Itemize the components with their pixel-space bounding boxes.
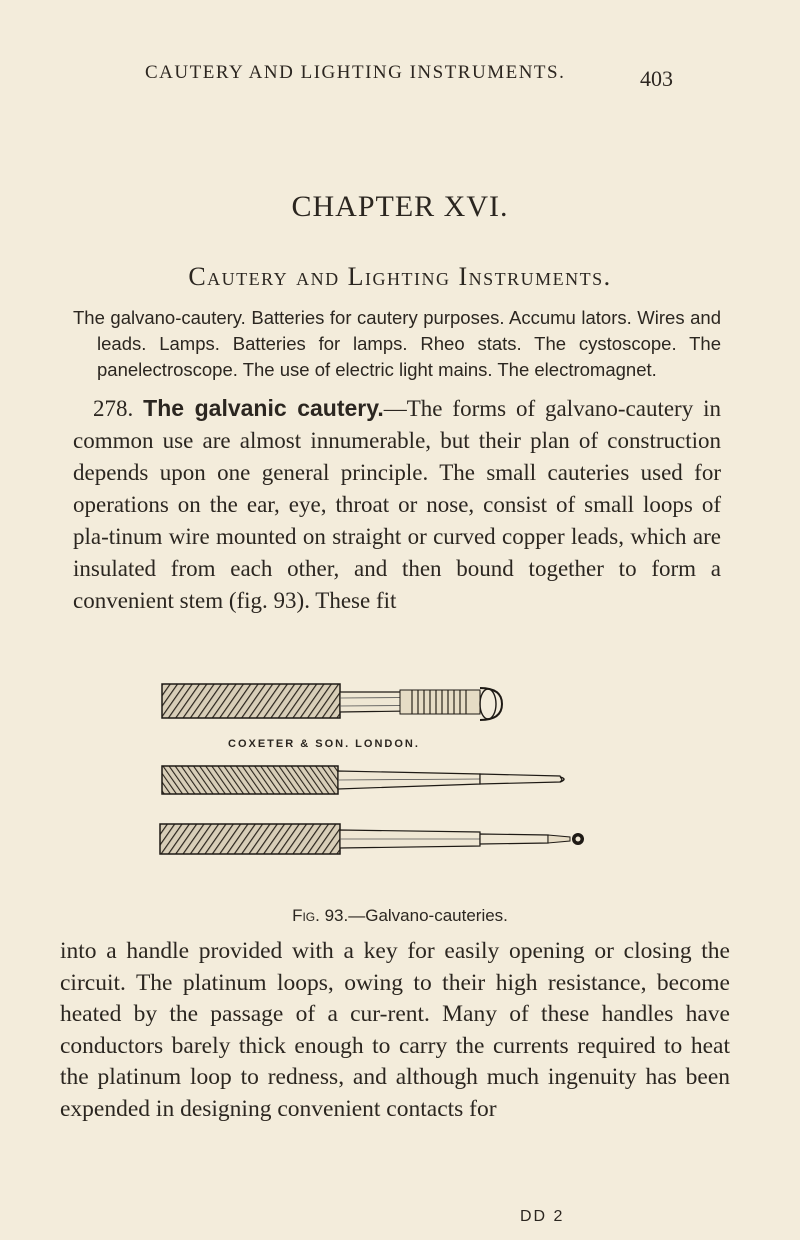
section-number: 278. (93, 396, 134, 421)
cautery-instrument-3 (160, 824, 584, 854)
signature-mark: DD 2 (520, 1208, 565, 1225)
page-number: 403 (640, 66, 673, 91)
chapter-summary: The galvano-cautery. Batteries for cautery purposes. Accumu lators. Wires and leads. Lamps. Batteries for lamps. Rheo stats. The cystoscope. The panelectroscope. The use of electric light mains. The electromagnet. (73, 307, 721, 380)
running-head-title: CAUTERY AND LIGHTING INSTRUMENTS. (145, 62, 566, 83)
cautery-instrument-2 (162, 766, 564, 794)
cautery-illustration (150, 670, 630, 885)
chapter-number: CHAPTER XVI. (291, 190, 509, 223)
figure-caption-label: Fig. 93. (292, 906, 349, 925)
cautery-instrument-1 (162, 684, 502, 720)
continuation-paragraph: into a handle provided with a key for easily opening or closing the circuit. The platinum loops, owing to their high resistance, become heated by the passage of a cur-rent. Many of these handles have conductors barely thick enough to carry the currents required to heat the platinum loop to redness, and although much ingenuity has been expended in designing convenient contacts for (60, 938, 730, 1122)
section-heading: The galvanic cautery. (143, 395, 384, 421)
section-paragraph (73, 392, 721, 617)
figure-galvano-cauteries (150, 670, 630, 885)
chapter-title: Cautery and Lighting Instruments. (188, 262, 612, 291)
section-text: —The forms of galvano-cautery in common use are almost innumerable, but their plan of construction depends upon one general principle. The small cauteries used for operations on the ear, eye, throat or nose, consist of small loops of pla-tinum wire mounted on straight or curved copper leads, which are insulated from each other, and then bound together to form a convenient stem (fig. 93). These fit (73, 396, 722, 613)
maker-label: COXETER & SON. LONDON. (228, 738, 420, 750)
figure-caption (0, 906, 800, 926)
figure-caption-text: —Galvano-cauteries. (348, 906, 508, 925)
